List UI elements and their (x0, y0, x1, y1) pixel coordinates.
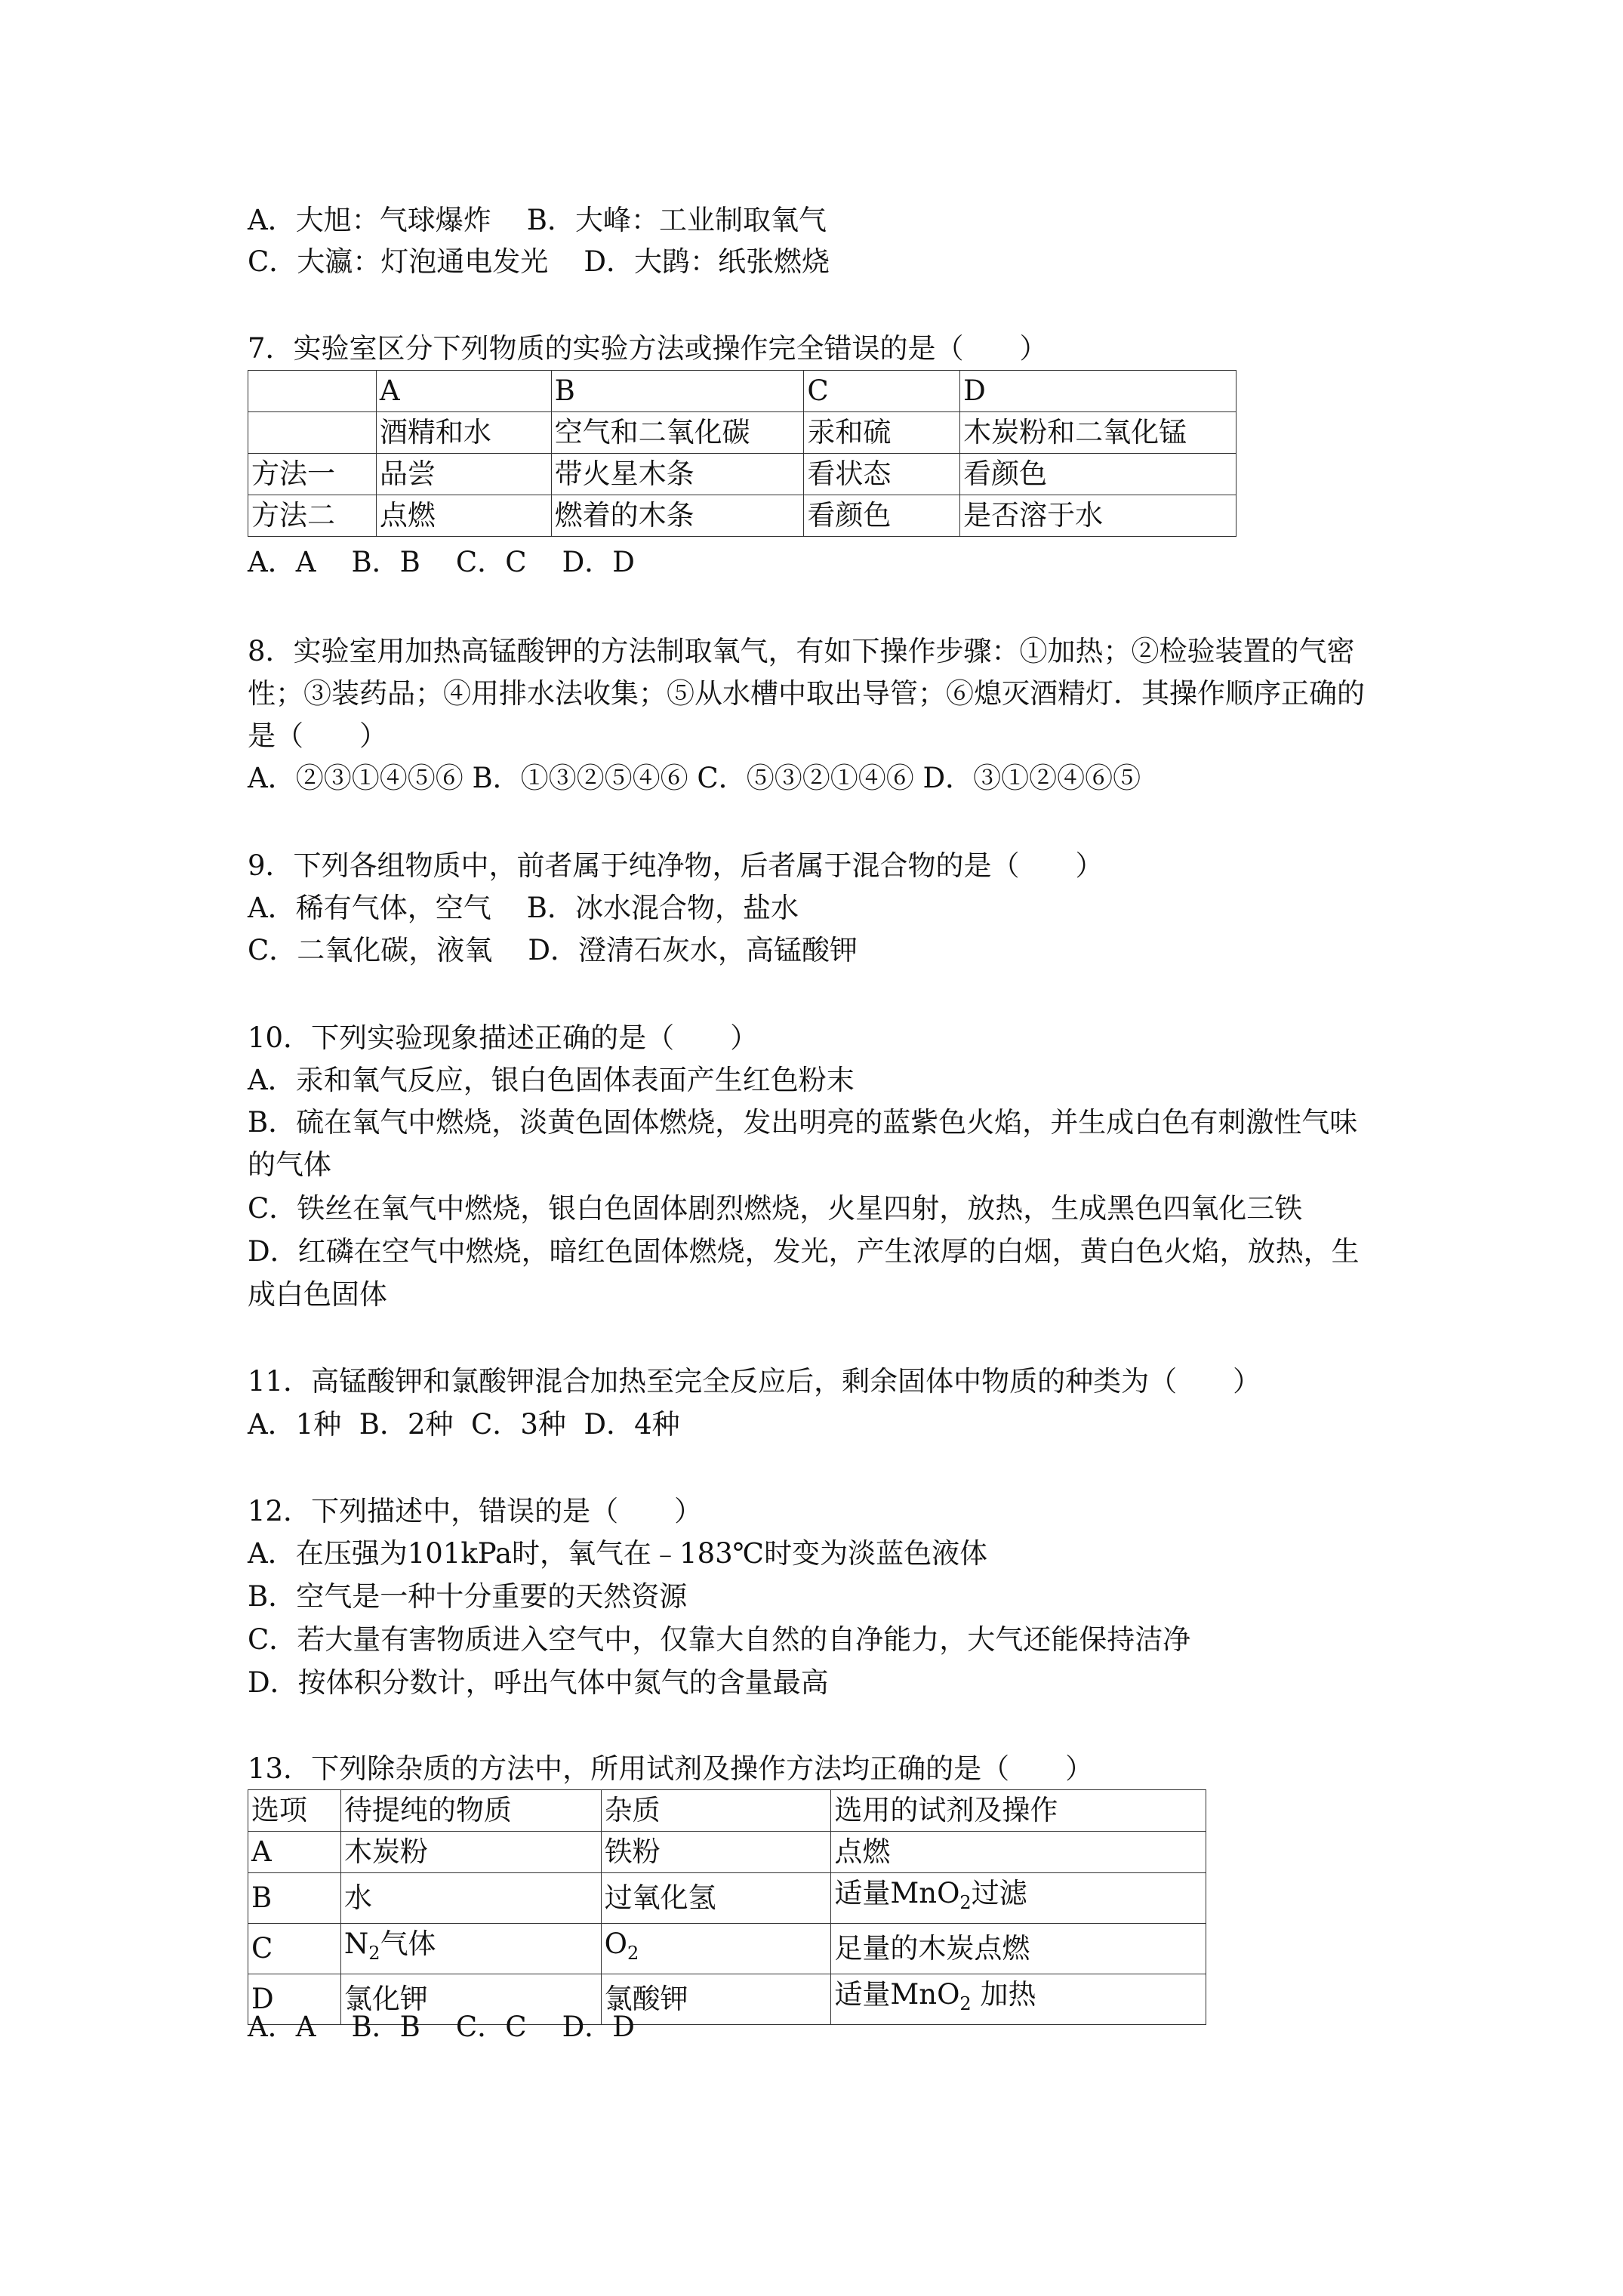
q7-cell: 看颜色 (804, 495, 960, 537)
q7-table-row (248, 412, 1236, 454)
q11-options: A．1种 B．2种 C．3种 D．4种 (248, 1408, 680, 1441)
q12-option-d: D．按体积分数计，呼出气体中氮气的含量最高 (248, 1666, 829, 1699)
q10-option-b-line1: B．硫在氧气中燃烧，淡黄色固体燃烧，发出明亮的蓝紫色火焰，并生成白色有刺激性气味 (248, 1106, 1358, 1139)
q7-table-row (248, 495, 1236, 537)
q7-cell: 带火星木条 (551, 454, 804, 495)
q13-header-cell: 选用的试剂及操作 (831, 1790, 1206, 1832)
q8-stem-line2: 性；③装药品；④用排水法收集；⑤从水槽中取出导管；⑥熄灭酒精灯．其操作顺序正确的 (248, 677, 1365, 710)
q9-options-line1: A．稀有气体，空气 B．冰水混合物，盐水 (248, 892, 799, 924)
q7-header-cell: C (804, 371, 960, 412)
q10-option-c: C．铁丝在氧气中燃烧，银白色固体剧烈燃烧，火星四射，放热，生成黑色四氧化三铁 (248, 1192, 1303, 1225)
q13-cell: 点燃 (831, 1832, 1206, 1873)
q13-op-text: 加热 (971, 1978, 1036, 2011)
q7-table (248, 370, 1236, 537)
q7-cell: 燃着的木条 (551, 495, 804, 537)
q7-table-header-row (248, 371, 1236, 412)
q13-cell (340, 1924, 601, 1974)
q13-formula-text: O (604, 1928, 628, 1960)
q13-op-text: 适量MnO (834, 1877, 960, 1909)
q8-stem-line3: 是（ ） (248, 720, 387, 752)
subscript: 2 (959, 1892, 972, 1913)
q7-cell: 点燃 (376, 495, 551, 537)
q13-stem: 13．下列除杂质的方法中，所用试剂及操作方法均正确的是（ ） (248, 1752, 1094, 1785)
q7-cell: 汞和硫 (804, 412, 960, 454)
q7-cell: 空气和二氧化碳 (551, 412, 804, 454)
q6-options-line1: A．大旭：气球爆炸 B．大峰：工业制取氧气 (248, 204, 827, 236)
q13-options: A．A B．B C．C D．D (248, 2011, 635, 2043)
q13-table (248, 1789, 1206, 2025)
q12-option-b: B．空气是一种十分重要的天然资源 (248, 1580, 688, 1613)
q7-table-row (248, 454, 1236, 495)
q12-option-c: C．若大量有害物质进入空气中，仅靠大自然的自净能力，大气还能保持洁净 (248, 1623, 1191, 1656)
subscript: 2 (368, 1943, 380, 1964)
q7-cell: 酒精和水 (376, 412, 551, 454)
q13-cell: 铁粉 (601, 1832, 831, 1873)
q13-table-row (248, 1873, 1206, 1924)
q13-header-cell: 待提纯的物质 (340, 1790, 601, 1832)
q7-cell: 品尝 (376, 454, 551, 495)
q6-options-line2: C．大瀛：灯泡通电发光 D．大鹍：纸张燃烧 (248, 245, 830, 278)
q13-table-row (248, 1924, 1206, 1974)
q7-header-cell: D (960, 371, 1236, 412)
q13-cell: 木炭粉 (340, 1832, 601, 1873)
q13-table-row (248, 1832, 1206, 1873)
q8-stem-line1: 8．实验室用加热高锰酸钾的方法制取氧气，有如下操作步骤：①加热；②检验装置的气密 (248, 635, 1355, 667)
q13-cell: C (248, 1924, 341, 1974)
q7-cell: 方法二 (248, 495, 377, 537)
subscript: 2 (959, 1993, 972, 2014)
q13-header-cell: 选项 (248, 1790, 341, 1832)
q13-cell: B (248, 1873, 341, 1924)
subscript: 2 (627, 1943, 639, 1964)
q10-option-b-line2: 的气体 (248, 1148, 331, 1181)
q7-cell: 看状态 (804, 454, 960, 495)
q13-cell (831, 1873, 1206, 1924)
q8-options: A．②③①④⑤⑥ B．①③②⑤④⑥ C．⑤③②①④⑥ D．③①②④⑥⑤ (248, 762, 1141, 794)
q10-stem: 10．下列实验现象描述正确的是（ ） (248, 1022, 759, 1054)
q13-formula-text: N (343, 1928, 369, 1960)
q11-stem: 11．高锰酸钾和氯酸钾混合加热至完全反应后，剩余固体中物质的种类为（ ） (248, 1365, 1261, 1398)
q10-option-d-line1: D．红磷在空气中燃烧，暗红色固体燃烧，发光，产生浓厚的白烟，黄白色火焰，放热，生 (248, 1235, 1360, 1268)
q13-cell: A (248, 1832, 341, 1873)
q9-stem: 9．下列各组物质中，前者属于纯净物，后者属于混合物的是（ ） (248, 849, 1104, 882)
q13-op-text: 适量MnO (834, 1978, 960, 2011)
q13-formula-text: 气体 (380, 1928, 436, 1960)
q13-cell (601, 1924, 831, 1974)
q10-option-d-line2: 成白色固体 (248, 1278, 387, 1311)
q13-cell: 氯酸钾 (601, 1974, 831, 2025)
q13-cell (831, 1974, 1206, 2025)
q7-header-cell: A (376, 371, 551, 412)
q10-option-a: A．汞和氧气反应，银白色固体表面产生红色粉末 (248, 1064, 855, 1096)
q7-options: A．A B．B C．C D．D (248, 546, 635, 578)
q13-cell: 过氧化氢 (601, 1873, 831, 1924)
q7-cell: 木炭粉和二氧化锰 (960, 412, 1236, 454)
q7-stem: 7．实验室区分下列物质的实验方法或操作完全错误的是（ ） (248, 332, 1048, 365)
q9-options-line2: C．二氧化碳，液氧 D．澄清石灰水，高锰酸钾 (248, 934, 858, 966)
q7-header-cell: B (551, 371, 804, 412)
q13-cell: D (248, 1974, 341, 2025)
q7-cell (248, 412, 377, 454)
q12-stem: 12．下列描述中，错误的是（ ） (248, 1495, 703, 1527)
q13-op-text: 过滤 (971, 1877, 1027, 1909)
q13-cell: 足量的木炭点燃 (831, 1924, 1206, 1974)
q13-cell: 水 (340, 1873, 601, 1924)
q7-header-cell (248, 371, 377, 412)
q7-cell: 看颜色 (960, 454, 1236, 495)
q13-table-header-row (248, 1790, 1206, 1832)
q7-cell: 方法一 (248, 454, 377, 495)
q13-cell: 氯化钾 (340, 1974, 601, 2025)
q13-header-cell: 杂质 (601, 1790, 831, 1832)
q12-option-a: A．在压强为101kPa时，氧气在﹣183℃时变为淡蓝色液体 (248, 1537, 988, 1570)
q7-cell: 是否溶于水 (960, 495, 1236, 537)
